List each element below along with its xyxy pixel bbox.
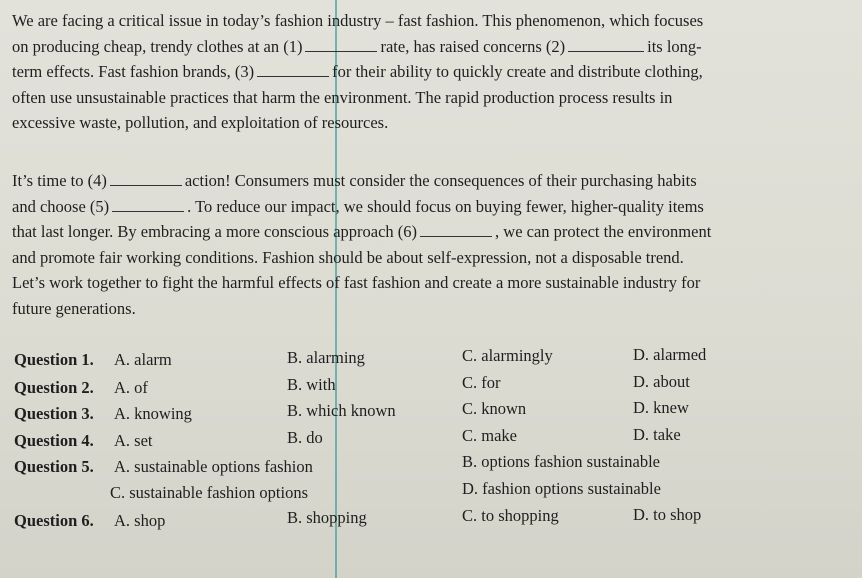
question-5-option-d[interactable]: D. fashion options sustainable xyxy=(462,479,661,498)
passage-text: often use unsustainable practices that harm the environment. The rapid production process results in xyxy=(12,87,673,107)
question-6-label: Question 6. xyxy=(14,511,94,530)
question-2-option-d[interactable]: D. about xyxy=(633,372,690,391)
question-3-label: Question 3. xyxy=(14,404,94,423)
question-5-option-b[interactable]: B. options fashion sustainable xyxy=(462,452,660,471)
question-3-option-c[interactable]: C. known xyxy=(462,399,527,418)
passage-text: action! Consumers must consider the consequences of their purchasing habits xyxy=(184,171,697,190)
passage-text: , we can protect the environment xyxy=(495,222,712,241)
question-4-label: Question 4. xyxy=(14,431,94,450)
question-3-option-b[interactable]: B. which known xyxy=(287,401,396,420)
passage-text: future generations. xyxy=(12,298,136,318)
passage-line xyxy=(12,270,792,296)
passage-text: excessive waste, pollution, and exploitation of resources. xyxy=(12,113,389,132)
passage-line xyxy=(12,59,792,85)
passage-text: Let’s work together to fight the harmful effects of fast fashion and create a more sustainable industry for xyxy=(12,273,701,292)
question-3-option-d[interactable]: D. knew xyxy=(633,398,689,417)
question-6-option-a[interactable]: A. shop xyxy=(114,511,166,530)
question-6-option-b[interactable]: B. shopping xyxy=(287,508,367,527)
passage-text: rate, has raised concerns (2) xyxy=(380,36,566,56)
blank-1[interactable] xyxy=(305,37,377,52)
passage-text: that last longer. By embracing a more conscious approach (6) xyxy=(12,222,418,241)
question-4-option-b[interactable]: B. do xyxy=(287,428,323,447)
passage-paragraph-1 xyxy=(12,8,792,136)
blank-3[interactable] xyxy=(257,62,329,77)
passage-text: term effects. Fast fashion brands, (3) xyxy=(12,62,255,81)
passage-text: . To reduce our impact, we should focus on buying fewer, higher-quality items xyxy=(187,196,704,216)
question-1-label: Question 1. xyxy=(14,350,94,369)
passage-text: its long- xyxy=(647,36,702,56)
question-5-label: Question 5. xyxy=(14,457,94,476)
passage-line xyxy=(12,296,792,322)
blank-5[interactable] xyxy=(112,197,184,212)
passage-paragraph-2 xyxy=(12,168,792,321)
question-4-option-a[interactable]: A. set xyxy=(114,431,153,450)
question-5-option-a[interactable]: A. sustainable options fashion xyxy=(114,457,313,476)
question-2-option-c[interactable]: C. for xyxy=(462,373,501,392)
question-5-option-c[interactable]: C. sustainable fashion options xyxy=(110,483,308,502)
question-4-option-c[interactable]: C. make xyxy=(462,426,517,445)
passage-text: and promote fair working conditions. Fashion should be about self-expression, not a disposable trend. xyxy=(12,247,684,267)
blank-6[interactable] xyxy=(420,222,492,237)
passage-line xyxy=(12,85,792,111)
passage-line xyxy=(12,219,792,245)
question-2-label: Question 2. xyxy=(14,378,94,397)
question-1-option-b[interactable]: B. alarming xyxy=(287,348,365,367)
question-3-option-a[interactable]: A. knowing xyxy=(114,404,192,423)
question-2-option-a[interactable]: A. of xyxy=(114,378,148,397)
question-1-option-d[interactable]: D. alarmed xyxy=(633,345,707,364)
passage-line xyxy=(12,110,792,136)
passage-text: and choose (5) xyxy=(12,196,110,216)
question-1-option-a[interactable]: A. alarm xyxy=(114,350,172,369)
blank-4[interactable] xyxy=(110,171,182,186)
passage-text: We are facing a critical issue in today’s fashion industry – fast fashion. This phenomenon, which focuses xyxy=(12,11,704,30)
blank-2[interactable] xyxy=(568,37,644,52)
passage-line xyxy=(12,8,792,34)
passage-line xyxy=(12,168,792,194)
passage-line xyxy=(12,34,792,60)
passage-line xyxy=(12,245,792,271)
question-6-option-c[interactable]: C. to shopping xyxy=(462,506,559,525)
passage-text: on producing cheap, trendy clothes at an (1) xyxy=(12,36,303,56)
question-4-option-d[interactable]: D. take xyxy=(633,425,681,444)
question-2-option-b[interactable]: B. with xyxy=(287,375,336,394)
passage-text: for their ability to quickly create and distribute clothing, xyxy=(332,62,703,81)
passage-text: It’s time to (4) xyxy=(12,171,107,190)
question-6-option-d[interactable]: D. to shop xyxy=(633,505,702,524)
question-1-option-c[interactable]: C. alarmingly xyxy=(462,346,553,365)
passage-line xyxy=(12,194,792,220)
